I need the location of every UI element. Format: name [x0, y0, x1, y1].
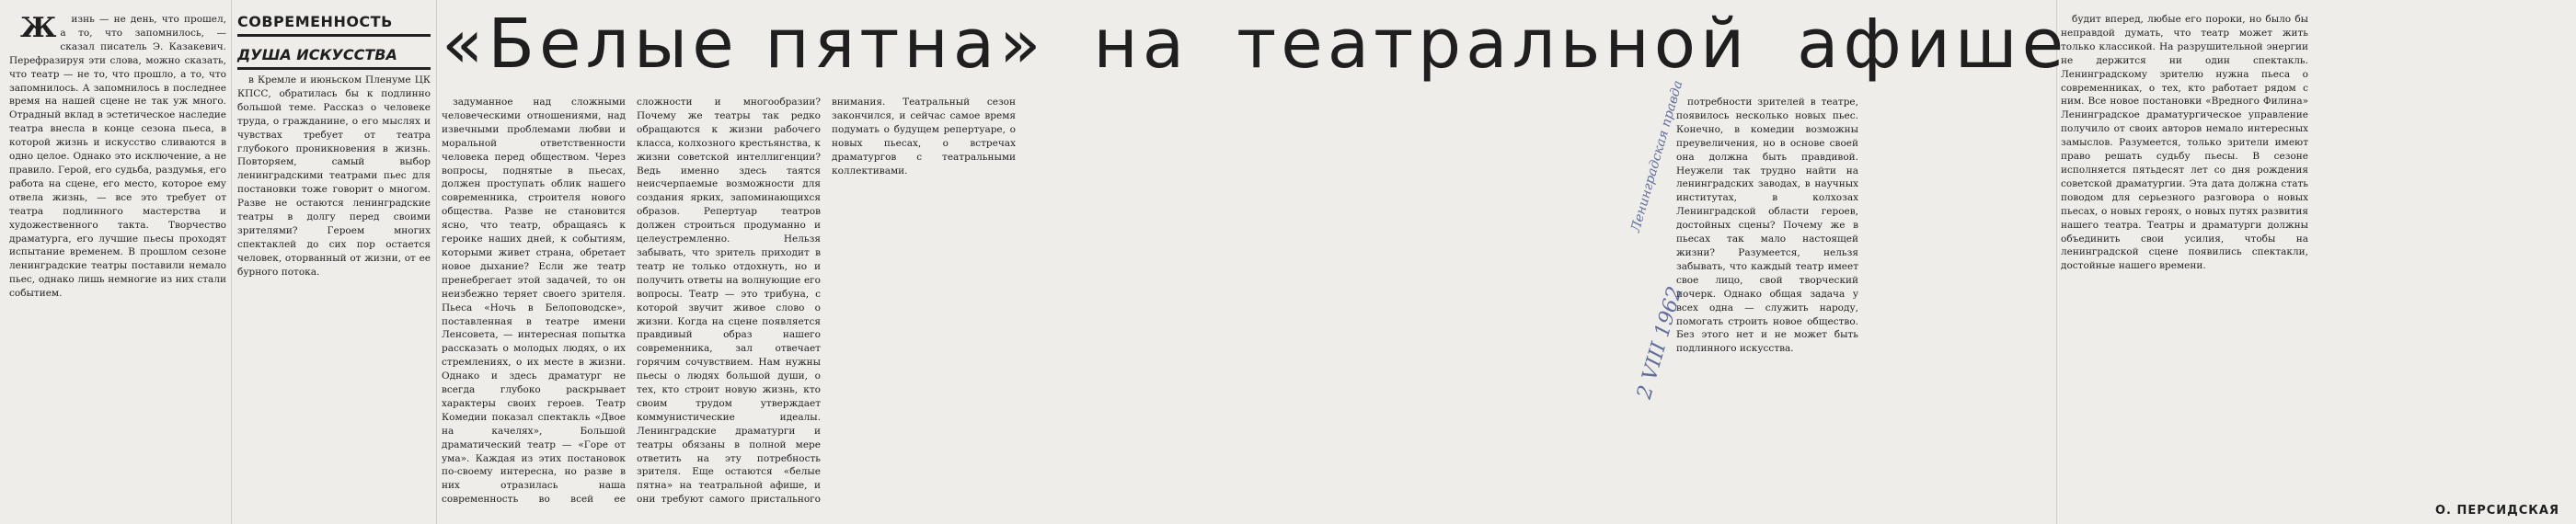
rubric-divider [237, 34, 431, 37]
column-text: изнь — не день, что прошел, а то, что запомнилось, — сказал писатель Э. Казакевич. Перефразируя эти слова, можно сказать, что театр — не то, что прошло, а то, что запомнилось. А запомнилось в последнее время на нашей сцене не так уж много. Отрадный вклад в эстетическое наследие театра внесла в конце сезона пьеса, в которой жизнь и искусство сливаются в одно целое. Однако это исключение, а не правило. Герой, его судьба, раздумья, его работа на сцене, его место, которое ему отвела жизнь, — все это требует от театра подлинного мастерства и художественного такта. Творчество драматурга, его лучшие пьесы проходят испытание временем. В прошлом сезоне ленинградские театры поставили немало пьес, однако лишь немногие из них стали событием. [9, 14, 226, 300]
article-headline [442, 5, 2069, 84]
headline-word: на [1093, 5, 1190, 84]
column-text: задуманное над сложными человеческими отношениями, над извечными проблемами любви и моральной ответственности человека перед обществом. Через вопросы, поднятые в пьесах, должен проступать облик нашего современника, строителя нового общества. Разве не становится ясно, что театр, обращаясь к героике наших дней, к событиям, которыми живет страна, обретает новое дыхание? Если же театр пренебрегает этой задачей, то он неизбежно теряет своего зрителя. Пьеса «Ночь в Белоповодске», поставленная в театре имени Ленсовета, — интересная попытка рассказать о молодых людях, о их стремлениях, о их месте в жизни. Однако и здесь драматург не всегда глубоко раскрывает характеры своих героев. Театр Комедии показал спектакль «Двое на качелях», Большой драматический театр — «Горе от ума». Каждая из этих постановок по-своему интересна, но разве в них отразилась наша современность во всей ее сложности и многообразии? Почему же театры так редко обращаются к жизни рабочего класса, колхозного крестьянства, к жизни советской интеллигенции? Ведь именно здесь таятся неисчерпаемые возможности для создания ярких, запоминающихся образов. Репертуар театров должен строиться продуманно и целеустремленно. Нельзя забывать, что зритель приходит в театр не только отдохнуть, но и получить ответы на волнующие его вопросы. Театр — это трибуна, с которой звучит живое слово о жизни. Когда на сцене появляется правдивый образ нашего современника, зал отвечает горячим сочувствием. Нам нужны пьесы о людях большой души, о тех, кто строит новую жизнь, кто своим трудом утверждает коммунистические идеалы. Ленинградские драматурги и театры обязаны в полной мере ответить на эту потребность зрителя. Еще остаются «белые пятна» на театральной афише, и они требуют самого пристального внимания. Театральный сезон закончился, и сейчас самое время подумать о будущем репертуаре, о новых пьесах, о встречах драматургов с театральными коллективами. [442, 97, 1016, 506]
rubric-title: СОВРЕМЕННОСТЬ [237, 13, 393, 30]
author-signature: О. ПЕРСИДСКАЯ [2434, 504, 2559, 518]
article-column-last [2061, 13, 2567, 506]
article-column-2 [237, 74, 431, 509]
rubric-divider [237, 67, 431, 70]
column-rule [231, 0, 232, 524]
article-column-1 [9, 13, 226, 509]
headline-word: театральной [1236, 5, 1750, 84]
column-text: в Кремле и июньском Пленуме ЦК КПСС, обратилась бы к подлинно большой теме. Рассказ о человеке труда, о гражданине, о его мыслях и чувствах требует от театра глубокого проникновения в жизнь. Повторяем, самый выбор ленинградскими театрами пьес для постановки тоже говорит о многом. Разве не остаются ленинградские театры в долгу перед своими зрителями? Героем многих спектаклей до сих пор остается человек, оторванный от жизни, от ее бурного потока. [237, 74, 431, 278]
dropcap: Ж [20, 12, 57, 44]
rubric-subtitle: ДУША ИСКУССТВА [237, 46, 397, 63]
article-body-columns [442, 96, 1601, 509]
column-text: потребности зрителей в театре, появилось несколько новых пьес. Конечно, в комедии возможны преувеличения, но в основе своей она должна быть правдивой. Неужели так трудно найти на ленинградских заводах, в научных институтах, в колхозах Ленинградской области героев, достойных сцены? Почему же в пьесах так мало настоящей жизни? Разумеется, нельзя забывать, что каждый театр имеет свое лицо, свой творческий почерк. Однако общая задача у всех одна — служить народу, помогать строить новое общество. Без этого нет и не может быть подлинного искусства. [1676, 97, 1858, 355]
headline-word: афише [1797, 5, 2069, 84]
library-stamp: Ленинградская правда [1628, 78, 1686, 234]
rubric [237, 13, 431, 70]
article-body-columns-right [1676, 96, 2052, 509]
stamp-date: 2 VIII 1962 [1633, 283, 1687, 402]
column-rule [436, 0, 437, 524]
column-text: будит вперед, любые его пороки, но было бы неправдой думать, что театр может жить только классикой. На разрушительной энергии не держится ни один спектакль. Ленинградскому зрителю нужна пьеса о современниках, о тех, кто работает рядом с ним. Все новое постановки «Вредного Филина» Ленинградское драматургическое управление получило от своих авторов немало интересных замыслов. Разумеется, только зрители имеют право решать судьбу пьесы. В сезоне исполняется пятьдесят лет со дня рождения советской драматургии. Эта дата должна стать поводом для серьезного разговора о новых пьесах, о новых героях, о новых путях развития нашего театра. Театры и драматурги должны объединить свои усилия, чтобы на ленинградской сцене появились спектакли, достойные нашего времени. [2061, 14, 2308, 272]
headline-word: «Белые пятна» [442, 5, 1046, 84]
